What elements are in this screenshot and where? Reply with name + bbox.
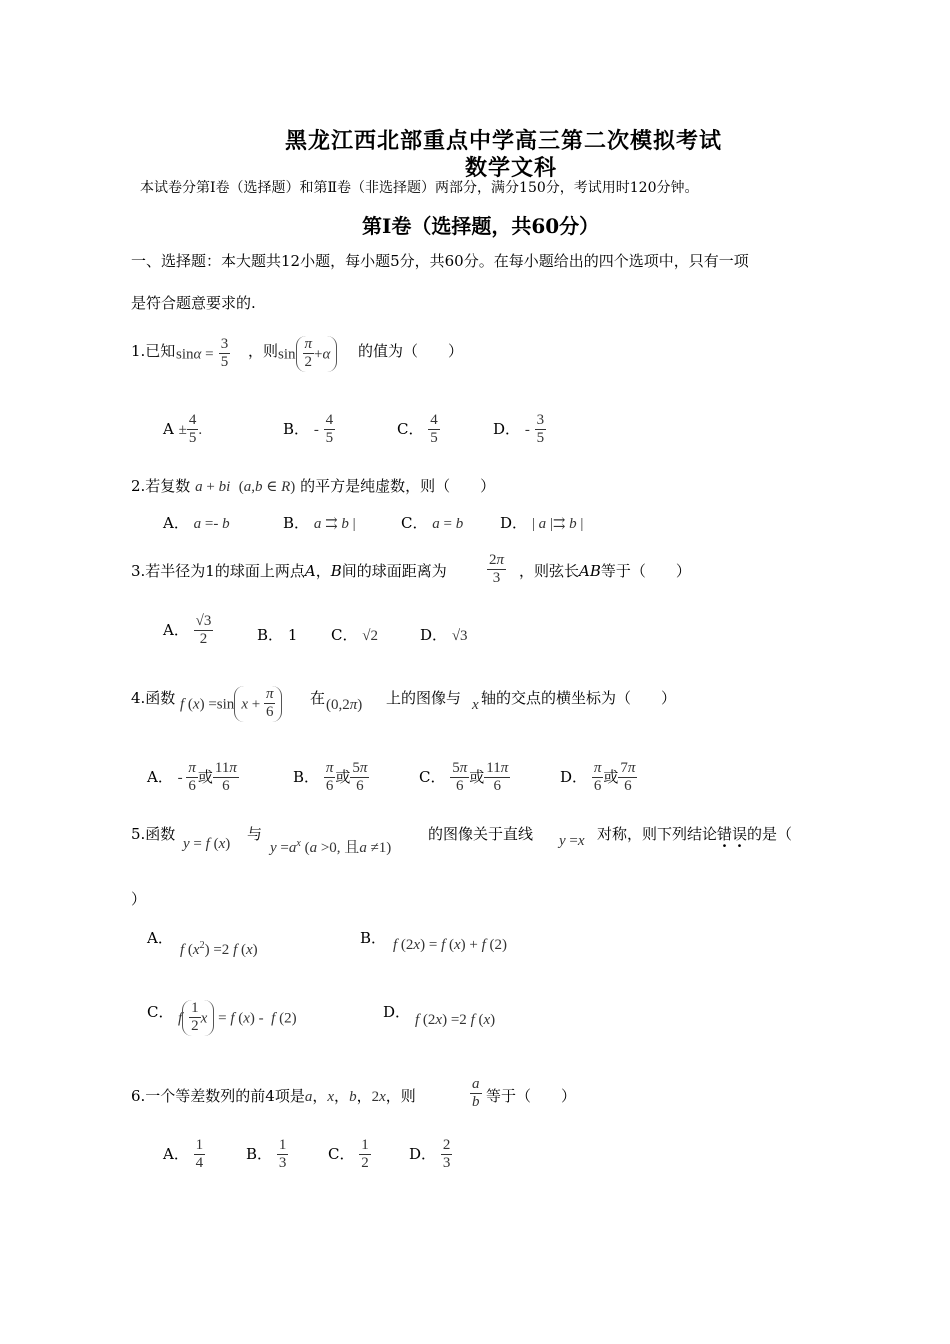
q4-or: 或 <box>469 767 485 786</box>
q1-suffix: 的值为（ ） <box>358 342 464 360</box>
question-2: 2.若复数 a + bi (a,b ∈ R) 的平方是纯虚数，则（ ） <box>131 477 496 495</box>
q5-option-b[interactable]: f (2x) = f (x) + f (2) <box>393 937 508 953</box>
q2-option-a-label: A． <box>163 514 189 532</box>
q4-axis: x <box>472 697 479 713</box>
q4-option-c[interactable]: C． $\frac{5\pi}{6}$ 或 $\frac{11\pi}{6}$ <box>419 760 509 795</box>
q5-emphasis-1: 错 <box>717 825 733 843</box>
q1-expression: sin $\frac{\pi}{2}$ +α <box>278 336 337 372</box>
q2-option-c-label: C． <box>401 514 428 532</box>
q4-function: f (x) =sin x + $\frac{\pi}{6}$ <box>180 686 282 722</box>
q1-option-c-label: C． <box>397 419 424 438</box>
q6-sep: ， <box>356 1087 372 1105</box>
q5-suffix-b: 的是（ <box>747 825 793 843</box>
q4-interval: (0,2π) <box>326 697 363 713</box>
q2-option-d[interactable]: D． | a |⇉ b | <box>500 514 584 532</box>
q5-option-c-label[interactable]: C． <box>147 1003 174 1021</box>
q2-option-d-label: D． <box>500 514 528 532</box>
q6-suffix: 等于（ ） <box>486 1087 577 1105</box>
q3-option-c[interactable]: C． √2 <box>331 626 378 644</box>
q2-option-c[interactable]: C． a = b <box>401 514 464 532</box>
q6-option-c-label: C． <box>328 1144 355 1163</box>
q5-option-a-label[interactable]: A． <box>147 929 173 947</box>
q5-suffix <box>597 823 792 844</box>
q5-g: $y =a^x$ (a >0, 且a ≠1) <box>270 838 392 856</box>
q3-text1: 3.若半径为1的球面上两点 <box>131 562 305 580</box>
q4-or: 或 <box>197 767 213 786</box>
q4-option-d-label: D． <box>560 767 588 786</box>
q4-option-d[interactable]: D． $\frac{\pi}{6}$ 或 $\frac{7\pi}{6}$ <box>560 760 636 795</box>
q4-option-b[interactable]: B． $\frac{\pi}{6}$ 或 $\frac{5\pi}{6}$ <box>293 760 368 795</box>
section-intro-line1: 一、选择题：本大题共12小题，每小题5分，共60分。在每小题给出的四个选项中，只有一项 <box>131 252 749 270</box>
q5-option-c[interactable]: f $\frac{1}{2}$ x = f (x) - f (2) <box>178 1000 297 1035</box>
q4-suffix: 轴的交点的横坐标为（ ） <box>481 689 677 707</box>
q6-option-a[interactable]: A． $\frac{1}{4}$ <box>163 1137 204 1172</box>
q5-line2: ） <box>131 890 147 908</box>
q2-option-a[interactable]: A． a =- b <box>163 514 230 532</box>
q4-option-b-label: B． <box>293 767 320 786</box>
q4-prefix: 4.函数 <box>131 689 176 707</box>
question-3 <box>131 560 447 581</box>
q1-option-b-label: B． <box>283 419 310 438</box>
q5-option-d[interactable]: f (2x) =2 f (x) <box>415 1012 496 1028</box>
q3-option-d-label: D． <box>420 626 448 644</box>
q2-option-b-label: B． <box>283 514 310 532</box>
section-title: 第Ⅰ卷（选择题，共60分） <box>362 214 600 238</box>
q5-mid2: 的图像关于直线 <box>428 825 534 843</box>
q2-prefix: 2.若复数 <box>131 477 191 495</box>
q1-option-d[interactable]: D． - $\frac{3}{5}$ <box>493 412 545 447</box>
q5-line: y =x <box>559 833 585 849</box>
q4-or: 或 <box>603 767 619 786</box>
q1-option-d-label: D． <box>493 419 521 438</box>
q2-option-b[interactable]: B． a ⇉ b | <box>283 514 356 532</box>
q5-prefix: 5.函数 <box>131 825 176 843</box>
q5-option-a[interactable]: f $(x^2) =2$ f (x) <box>180 940 258 958</box>
q6-option-a-label: A． <box>163 1144 189 1163</box>
q2-mid: 的平方是纯虚数，则（ ） <box>300 477 496 495</box>
q1-option-a-label: A <box>163 419 174 438</box>
q1-option-a[interactable]: A ± $\frac{4}{5}$ . <box>163 412 203 447</box>
q6-option-b-label: B． <box>246 1144 273 1163</box>
q6-option-b[interactable]: B． $\frac{1}{3}$ <box>246 1137 287 1172</box>
q3-option-a-label: A． <box>163 620 189 639</box>
q4-option-c-label: C． <box>419 767 446 786</box>
exam-subtitle: 数学文科 <box>465 155 558 181</box>
q6-prefix: 6.一个等差数列的前4项是 <box>131 1087 305 1105</box>
q5-f: y = f (x) <box>183 836 231 852</box>
q6-option-c[interactable]: C． $\frac{1}{2}$ <box>328 1137 369 1172</box>
q5-option-b-label[interactable]: B． <box>360 929 387 947</box>
q1-given: sinα = $\frac{3}{5}$ <box>176 336 229 371</box>
q1-prefix: 1.已知 <box>131 342 176 360</box>
q3-comma: ， <box>315 562 331 580</box>
q3-option-d[interactable]: D． √3 <box>420 626 468 644</box>
q4-option-a[interactable]: A． - $\frac{\pi}{6}$ 或 $\frac{11\pi}{6}$ <box>147 760 237 795</box>
q3-option-c-label: C． <box>331 626 358 644</box>
q5-option-d-label[interactable]: D． <box>383 1003 411 1021</box>
q1-mid: ，则 <box>248 342 279 360</box>
q4-option-a-label: A． <box>147 767 173 786</box>
q3-point-a: A <box>304 562 316 580</box>
q3-distance: $\frac{2\pi}{3}$ <box>489 552 505 587</box>
q4-or: 或 <box>335 767 351 786</box>
q1-option-b[interactable]: B． - $\frac{4}{5}$ <box>283 412 334 447</box>
q6-mid: ，则 <box>385 1087 416 1105</box>
q4-mid2: 上的图像与 <box>386 689 462 707</box>
q3-tail <box>519 560 691 581</box>
q3-option-b-label: B． <box>257 626 284 644</box>
q3-option-b-value: 1 <box>287 626 298 644</box>
q6-sep: ， <box>334 1087 350 1105</box>
q6-option-d-label: D． <box>409 1144 437 1163</box>
q5-emphasis-2: 误 <box>732 825 748 843</box>
q3-option-a[interactable]: A． $\frac{√3}{2}$ <box>163 613 212 648</box>
question-1 <box>131 340 175 361</box>
q6-option-d[interactable]: D． $\frac{2}{3}$ <box>409 1137 451 1172</box>
q5-mid1: 与 <box>247 825 263 843</box>
q3-point-b: B <box>330 562 342 580</box>
q1-option-c[interactable]: C． $\frac{4}{5}$ <box>397 412 438 447</box>
q3-option-b[interactable] <box>257 624 297 645</box>
q6-ratio: $\frac{a}{b}$ <box>472 1076 480 1111</box>
q6-sep: ， <box>312 1087 328 1105</box>
q3-text4: 等于（ ） <box>600 562 691 580</box>
q3-text2: 间的球面距离为 <box>341 562 447 580</box>
section-intro-line2: 是符合题意要求的. <box>131 294 256 312</box>
exam-title: 黑龙江西北部重点中学高三第二次模拟考试 <box>285 128 723 154</box>
question-6: 6.一个等差数列的前4项是a，x，b，2x，则 <box>131 1087 416 1105</box>
q3-chord: AB <box>579 562 601 580</box>
q5-suffix-a: 对称，则下列结论 <box>597 825 718 843</box>
q3-text3: ，则弦长 <box>519 562 580 580</box>
q4-mid1: 在 <box>310 689 326 707</box>
exam-note: 本试卷分第Ⅰ卷（选择题）和第Ⅱ卷（非选择题）两部分，满分150分，考试用时120分钟。 <box>140 180 699 196</box>
